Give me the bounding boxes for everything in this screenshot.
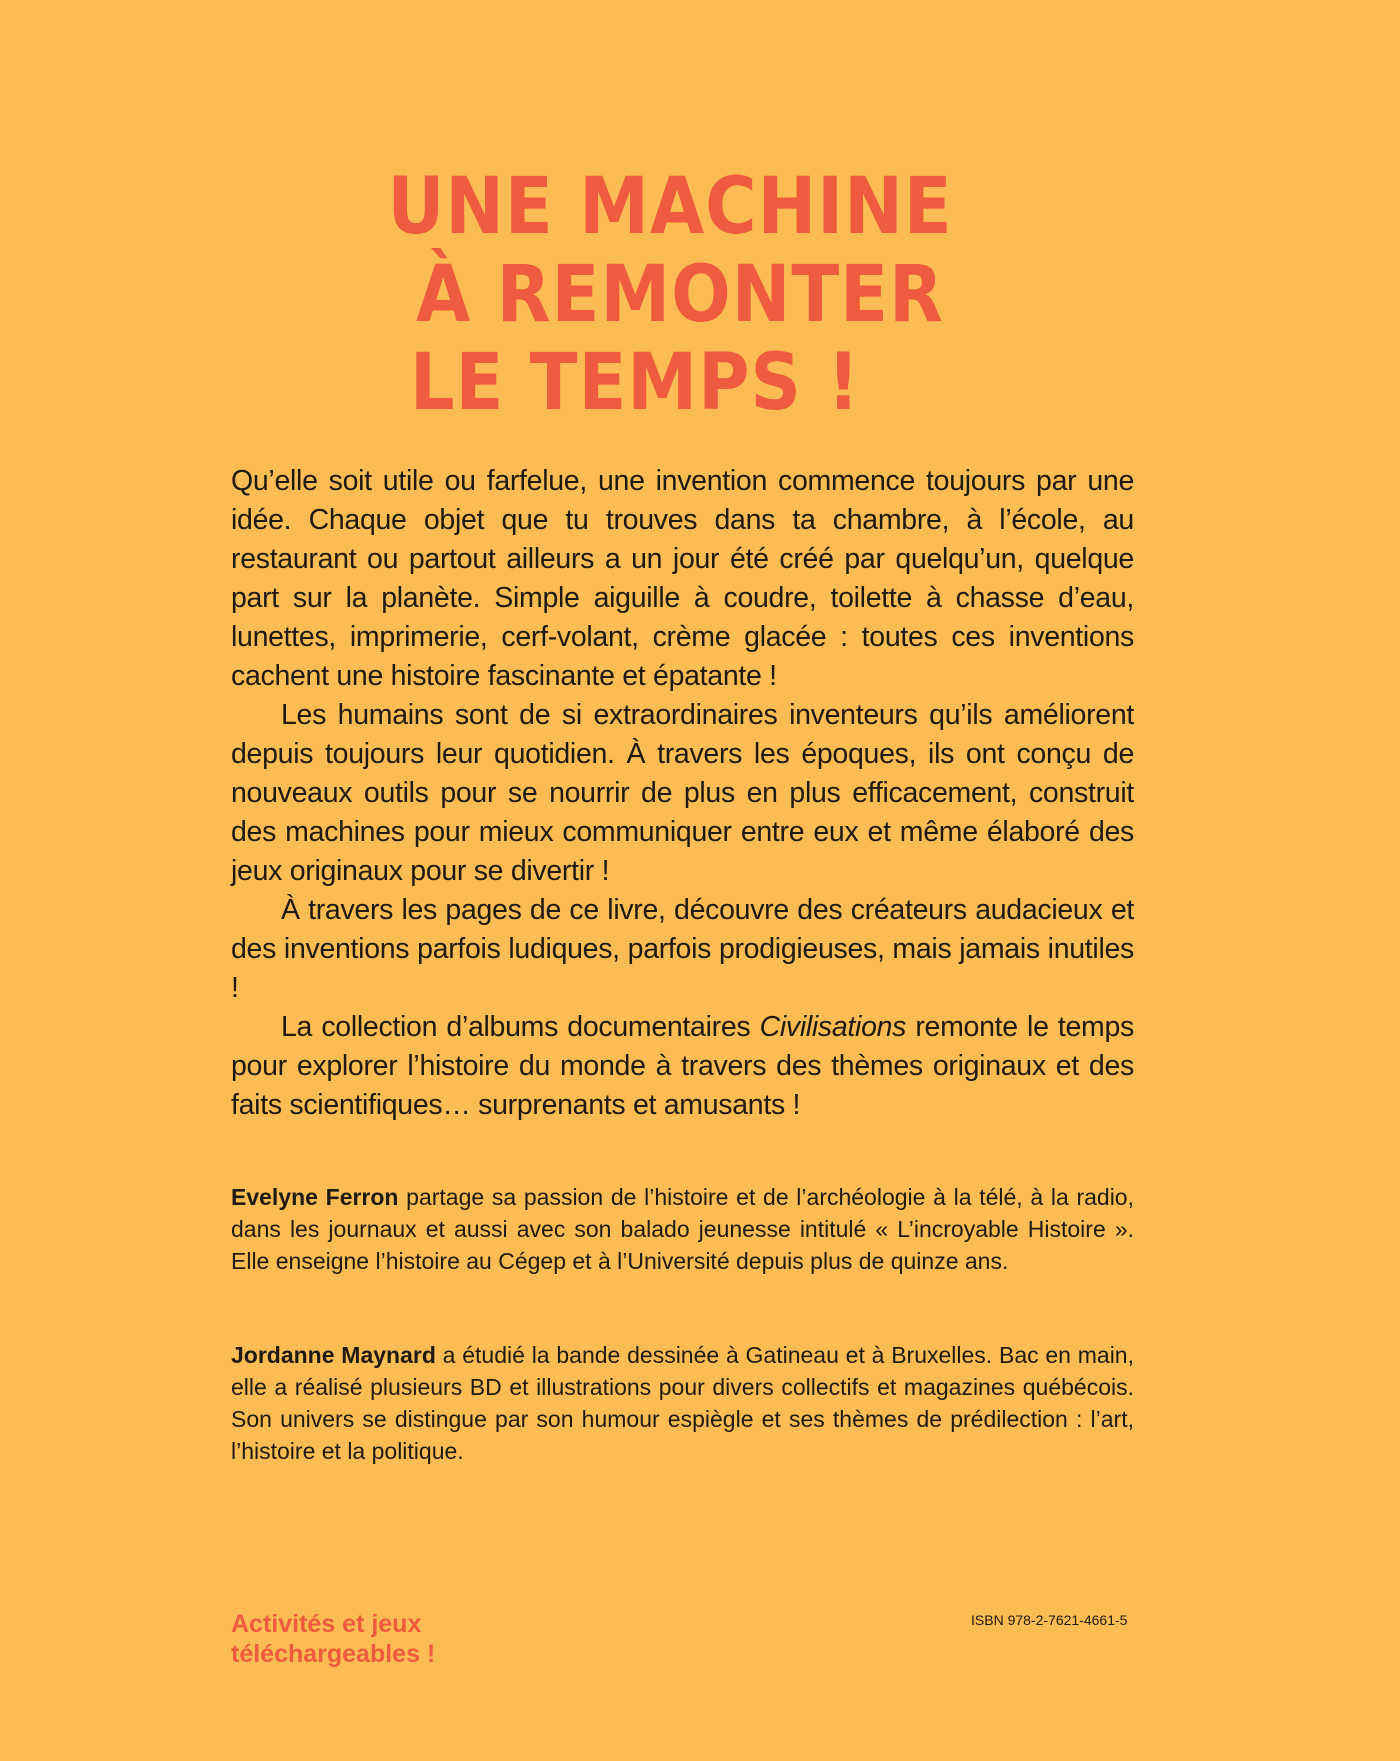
author-name: Evelyne Ferron — [231, 1184, 399, 1210]
isbn-number: ISBN 978-2-7621-4661-5 — [971, 1612, 1128, 1628]
downloadable-activities-note — [231, 1609, 435, 1669]
blurb-paragraph-2: Les humains sont de si extraordinaires inventeurs qu’ils améliorent depuis toujours leur quotidien. À travers les époques, ils ont conçu de nouveaux outils pour se nourrir de plus en plus efficacement, construit des machines pour mieux communiquer entre eux et même élaboré des jeux originaux pour se divertir ! — [231, 699, 1134, 887]
blurb-paragraph-1: Qu’elle soit utile ou farfelue, une invention commence toujours par une idée. Chaque objet que tu trouves dans ta chambre, à l’école, au restaurant ou partout ailleurs a un jour été créé par quelqu’un, quelque part sur la planète. Simple aiguille à coudre, toilette à chasse d’eau, lunettes, imprimerie, cerf-volant, crème glacée : toutes ces inventions cachent une histoire fascinante et épatante ! — [231, 465, 1134, 692]
illustrator-name: Jordanne Maynard — [231, 1342, 436, 1368]
author-bio-text: partage sa passion de l’histoire et de l’archéologie à la télé, à la radio, dans les journaux et aussi avec son balado jeunesse intitulé « L’incroyable Histoire ». Elle enseigne l’histoire au Cégep et à l’Université depuis plus de quinze ans. — [231, 1184, 1134, 1274]
illustrator-bio-text: a étudié la bande dessinée à Gatineau et à Bruxelles. Bac en main, elle a réalisé plusieurs BD et illustrations pour divers collectifs et magazines québécois. Son univers se distingue par son humour espiègle et ses thèmes de prédilection : l’art, l’histoire et la politique. — [231, 1342, 1134, 1464]
illustrator-bio — [231, 1339, 1134, 1467]
author-bio — [231, 1181, 1134, 1277]
blurb-paragraph-4 — [231, 1008, 1134, 1125]
blurb-paragraph-3: À travers les pages de ce livre, découvre des créateurs audacieux et des inventions parfois ludiques, parfois prodigieuses, mais jamais inutiles ! — [231, 894, 1134, 1004]
title-line-1: UNE MACHINE — [387, 162, 953, 252]
activities-line-1: Activités et jeux — [231, 1610, 422, 1638]
title-line-2: À REMONTER — [416, 250, 944, 340]
title-line-3: LE TEMPS ! — [409, 338, 861, 428]
blurb-p4-end: remonte le temps pour explorer l’histoire du monde à travers des thèmes originaux et des faits scientifiques… surprenants et amusants ! — [231, 1011, 1134, 1121]
cover-title — [0, 163, 1400, 427]
blurb — [231, 462, 1134, 1125]
collection-name: Civilisations — [759, 1011, 907, 1043]
activities-line-2: téléchargeables ! — [231, 1640, 436, 1668]
blurb-p4-start: La collection d’albums documentaires — [281, 1011, 760, 1043]
